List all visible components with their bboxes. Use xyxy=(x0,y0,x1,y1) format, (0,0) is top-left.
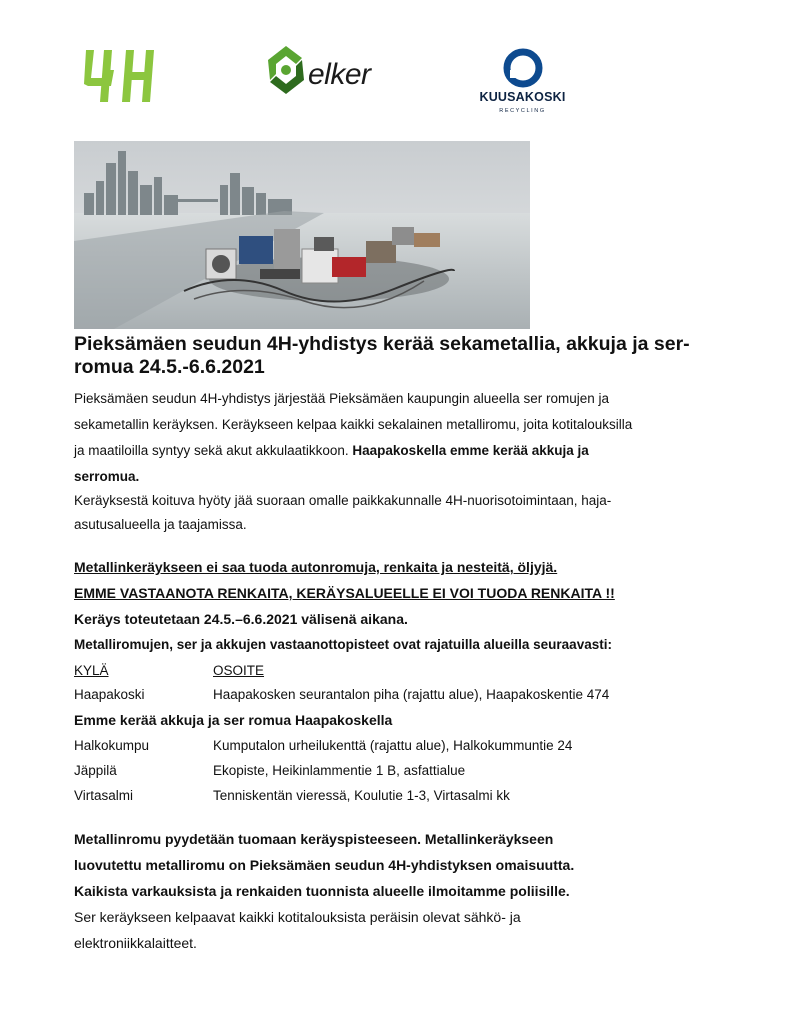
footer-line-2: luovutettu metalliromu on Pieksämäen seudun 4H-yhdistyksen omaisuutta. xyxy=(74,857,575,873)
intro-line-5: Keräyksestä koituva hyöty jää suoraan omalle paikkakunnalle 4H-nuorisotoimintaan, haja- xyxy=(74,493,612,508)
address-haapakoski: Haapakosken seurantalon piha (rajattu alue), Haapakoskentie 474 xyxy=(213,687,610,702)
notice-no-cars: Metallinkeräykseen ei saa tuoda autonromuja, renkaita ja nesteitä, öljyjä. xyxy=(74,559,558,575)
intro-line-2: sekametallin keräyksen. Keräykseen kelpaa kaikki sekalainen metalliromu, joita kotitalouksilla xyxy=(74,417,633,432)
intro-line-3-text: ja maatiloilla syntyy sekä akut akkulaatikkoon. xyxy=(74,443,349,458)
footer-line-4: Ser keräykseen kelpaavat kaikki kotitalouksista peräisin olevat sähkö- ja xyxy=(74,909,521,925)
kuusakoski-logo xyxy=(470,48,575,120)
elker-logo xyxy=(266,44,386,100)
footer-line-3: Kaikista varkauksista ja renkaiden tuonnista alueelle ilmoitamme poliisille. xyxy=(74,883,570,899)
intro-line-1: Pieksämäen seudun 4H-yhdistys järjestää Pieksämäen kaupungin alueella ser romujen ja xyxy=(74,391,610,406)
elker-wordmark: elker xyxy=(308,58,371,91)
intro-line-4: serromua. xyxy=(74,469,140,484)
4h-logo xyxy=(82,50,164,102)
notice-no-tyres: EMME VASTAANOTA RENKAITA, KERÄYSALUEELLE EI VOI TUODA RENKAITA !! xyxy=(74,585,615,601)
kuusakoski-subtitle: RECYCLING xyxy=(499,108,546,114)
intro-line-3-bold: Haapakoskella emme kerää akkuja ja xyxy=(352,443,589,458)
collection-period: Keräys toteutetaan 24.5.–6.6.2021 välisenä aikana. xyxy=(74,611,408,627)
hero-image xyxy=(74,141,530,329)
address-virtasalmi: Tenniskentän vieressä, Koulutie 1-3, Virtasalmi kk xyxy=(213,788,510,803)
address-halkokumpu: Kumputalon urheilukenttä (rajattu alue), Halkokummuntie 24 xyxy=(213,738,573,753)
village-jappila: Jäppilä xyxy=(74,763,117,778)
intro-line-6: asutusalueella ja taajamissa. xyxy=(74,517,247,532)
4h-logo-mark xyxy=(82,50,164,102)
elker-logo-mark xyxy=(266,44,306,96)
footer-line-5: elektroniikkalaitteet. xyxy=(74,935,197,951)
points-heading: Metalliromujen, ser ja akkujen vastaanottopisteet ovat rajatuilla alueilla seuraavasti: xyxy=(74,637,612,652)
footer-line-1: Metallinromu pyydetään tuomaan keräyspisteeseen. Metallinkeräykseen xyxy=(74,831,554,847)
village-virtasalmi: Virtasalmi xyxy=(74,788,134,803)
intro-line-3 xyxy=(74,438,714,464)
kuusakoski-logo-mark xyxy=(470,48,575,90)
scrap-metal-illustration xyxy=(74,141,530,329)
col-header-address: OSOITE xyxy=(213,663,265,678)
address-jappila: Ekopiste, Heikinlammentie 1 B, asfattialue xyxy=(213,763,466,778)
page-title: Pieksämäen seudun 4H-yhdistys kerää sekametallia, akkuja ja ser-romua 24.5.-6.6.2021 xyxy=(74,333,690,378)
haapakoski-note: Emme kerää akkuja ja ser romua Haapakoskella xyxy=(74,712,393,728)
village-halkokumpu: Halkokumpu xyxy=(74,738,150,753)
kuusakoski-wordmark: KUUSAKOSKI xyxy=(479,90,566,104)
village-haapakoski: Haapakoski xyxy=(74,687,145,702)
col-header-village: KYLÄ xyxy=(74,663,109,678)
